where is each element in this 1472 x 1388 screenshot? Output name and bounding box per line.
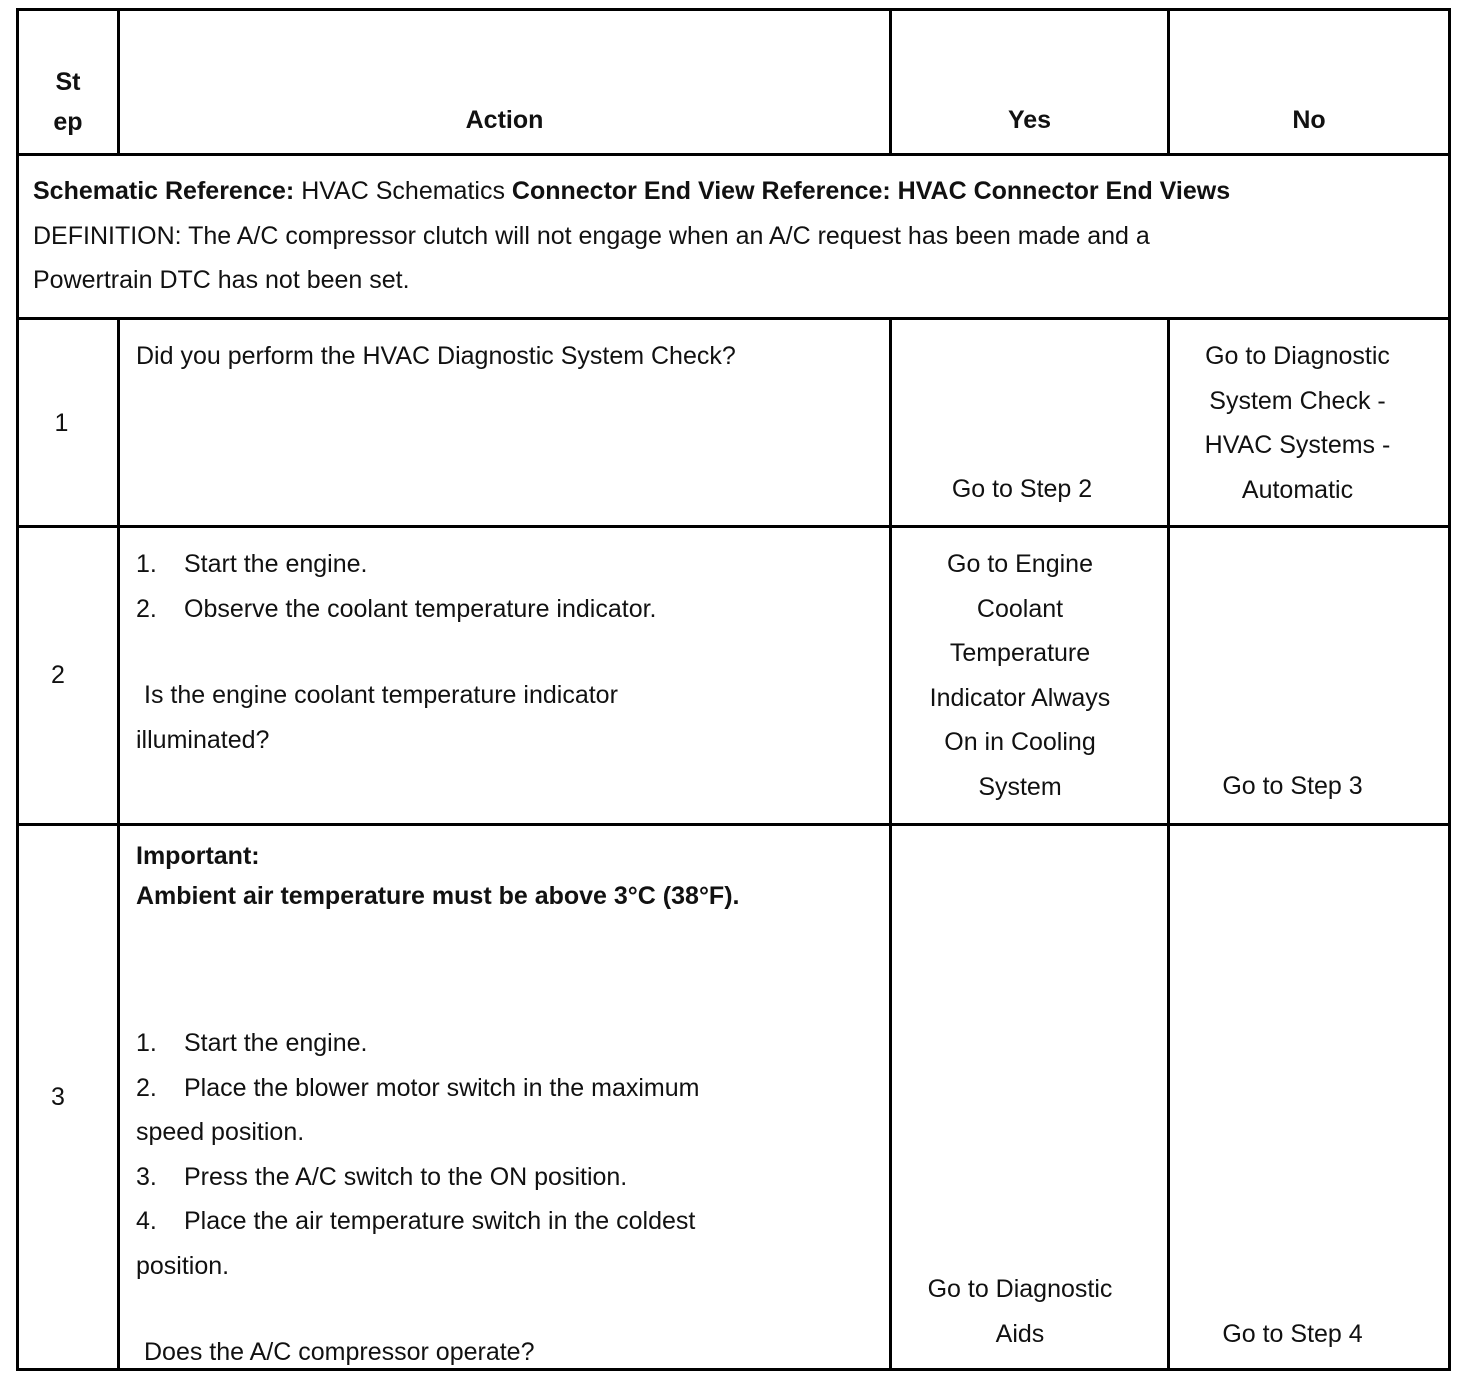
row2-question-line1: Is the engine coolant temperature indicator: [144, 681, 618, 709]
row3-question: Does the A/C compressor operate?: [144, 1338, 535, 1366]
definition-line-1: DEFINITION: The A/C compressor clutch will not engage when an A/C request has been made and a: [33, 221, 1150, 250]
list-item: 4. Place the air temperature switch in the coldest position.: [136, 1207, 696, 1280]
row3-no: Go to Step 4: [1222, 1320, 1363, 1348]
list-item: 1. Start the engine.: [136, 1029, 368, 1057]
row2-question-line2: illuminated?: [136, 725, 270, 754]
definition-line-2: Powertrain DTC has not been set.: [33, 266, 410, 294]
row1-divider: [16, 525, 1451, 528]
row2-divider: [16, 823, 1451, 826]
row3-step: 3: [51, 1083, 65, 1111]
col-divider-step-body: [117, 317, 120, 1371]
row1-action: Did you perform the HVAC Diagnostic System Check?: [136, 342, 736, 370]
reference-line: [33, 169, 1433, 214]
schematic-reference-value: HVAC Schematics: [301, 177, 505, 205]
header-action: Action: [465, 106, 544, 134]
row2-yes-line4: Indicator Always: [929, 683, 1111, 712]
important-text: Ambient air temperature must be above 3°C (38°F).: [136, 882, 740, 910]
schematic-reference-label: Schematic Reference:: [33, 177, 295, 205]
reference-divider: [16, 317, 1451, 320]
row1-no: [1170, 334, 1425, 512]
diagnostic-table: [16, 8, 1451, 1371]
row2-step: 2: [51, 661, 65, 689]
header-step-line1: St: [55, 68, 81, 96]
list-item: 1. Start the engine.: [136, 550, 368, 578]
table-border-top: [16, 8, 1451, 11]
row3-action: [136, 836, 876, 1375]
row2-yes-line2: Coolant: [976, 594, 1064, 623]
row2-yes-line1: Go to Engine: [947, 550, 1093, 578]
row2-no: Go to Step 3: [1222, 772, 1363, 800]
list-item: 2. Observe the coolant temperature indicator.: [136, 594, 657, 623]
row3-yes: [900, 1267, 1140, 1356]
row2-step-list: [136, 542, 876, 631]
row2-action: [136, 542, 876, 762]
table-border-right: [1448, 8, 1451, 1371]
row2-yes: [900, 542, 1140, 809]
reference-block: [33, 169, 1433, 303]
row1-step: 1: [54, 409, 69, 437]
header-yes: Yes: [1007, 106, 1052, 134]
header-no: No: [1292, 106, 1326, 134]
important-label: Important:: [136, 842, 260, 870]
row3-step-list: [136, 1021, 876, 1288]
row3-yes-line2: Aids: [995, 1319, 1045, 1348]
row1-no-line3: HVAC Systems -: [1204, 431, 1391, 459]
row2-yes-line5: On in Cooling: [944, 728, 1096, 756]
header-step-line2: ep: [53, 108, 83, 136]
header-divider: [16, 153, 1451, 156]
row1-no-line1: Go to Diagnostic: [1205, 342, 1390, 370]
row3-yes-line1: Go to Diagnostic: [927, 1275, 1113, 1303]
row2-yes-line6: System: [978, 772, 1062, 801]
row1-yes: Go to Step 2: [951, 475, 1093, 503]
row1-no-line2: System Check -: [1209, 386, 1386, 415]
row2-yes-line3: Temperature: [949, 639, 1091, 667]
list-item: 2. Place the blower motor switch in the maximum speed position.: [136, 1073, 700, 1146]
list-item: 3. Press the A/C switch to the ON position.: [136, 1162, 628, 1191]
connector-reference: Connector End View Reference: HVAC Connector End Views: [511, 177, 1231, 205]
header-step: [19, 62, 117, 142]
row1-no-line4: Automatic: [1241, 475, 1354, 504]
